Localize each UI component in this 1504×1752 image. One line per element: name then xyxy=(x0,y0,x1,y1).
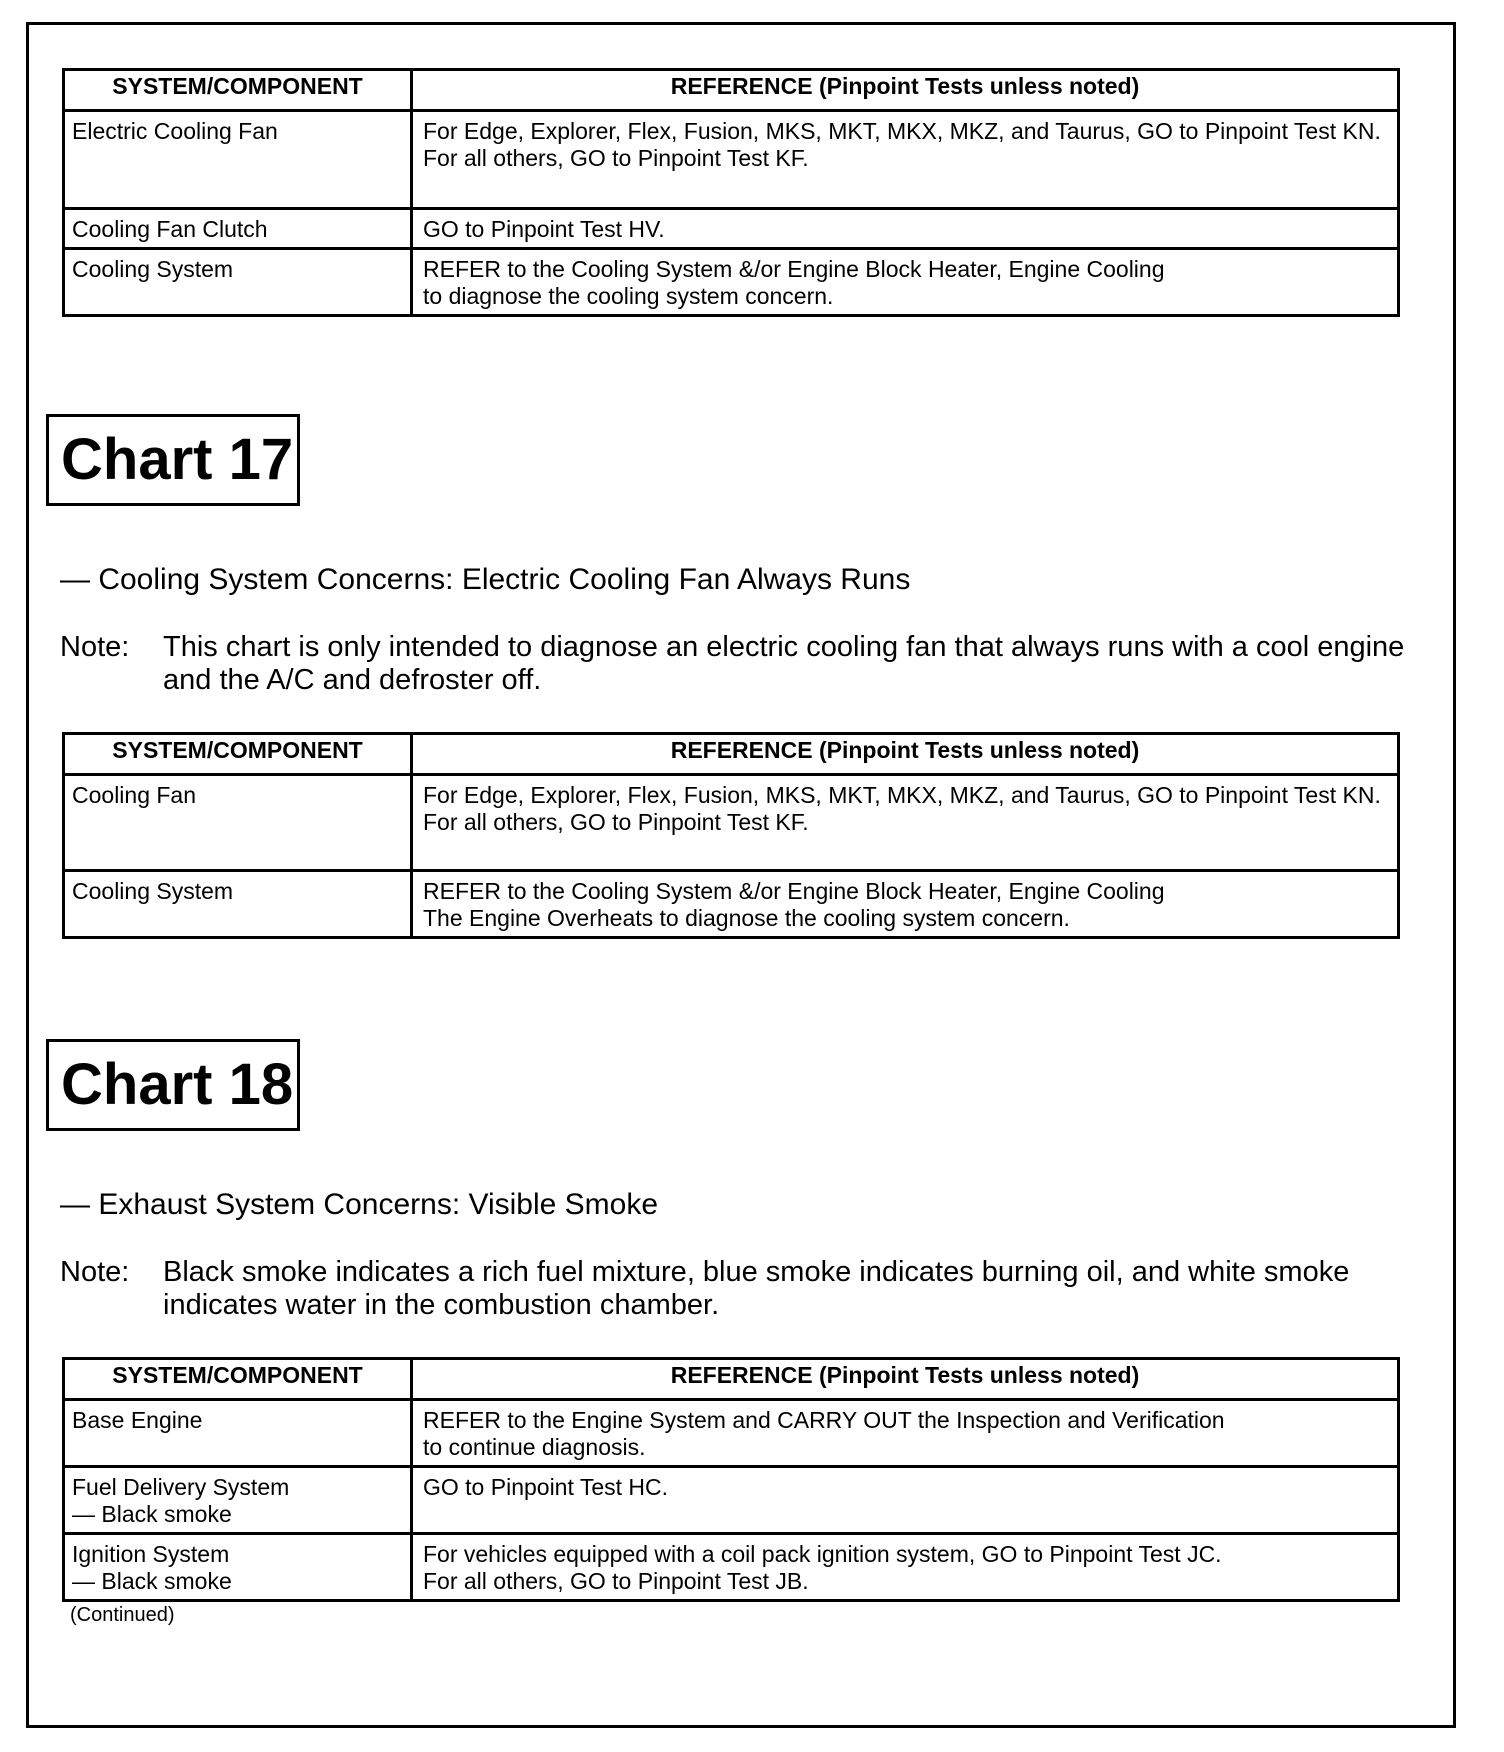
component-text: Cooling Fan Clutch xyxy=(72,216,268,242)
component-text: Electric Cooling Fan xyxy=(72,118,278,144)
note-text: Black smoke indicates a rich fuel mixture, blue smoke indicates burning oil, and white smoke indicates water in the combustion chamber. xyxy=(163,1256,1350,1321)
table-row xyxy=(64,111,1399,209)
reference-cell xyxy=(412,1534,1399,1601)
component-text: Ignition System xyxy=(72,1541,230,1567)
reference-text: For Edge, Explorer, Flex, Fusion, MKS, MKT, MKX, MKZ, and Taurus, GO to Pinpoint Test KN. xyxy=(423,782,1381,808)
header-reference: REFERENCE (Pinpoint Tests unless noted) xyxy=(412,734,1399,775)
reference-table-top xyxy=(62,68,1400,317)
header-system-component: SYSTEM/COMPONENT xyxy=(64,1359,412,1400)
reference-text: REFER to the Cooling System &/or Engine Block Heater, Engine Cooling xyxy=(423,256,1165,282)
reference-text: For vehicles equipped with a coil pack ignition system, GO to Pinpoint Test JC. xyxy=(423,1541,1222,1567)
reference-cell xyxy=(412,209,1399,249)
reference-text: For all others, GO to Pinpoint Test KF. xyxy=(423,809,809,835)
chart-18-title: Chart 18 xyxy=(46,1039,300,1131)
reference-text: REFER to the Cooling System &/or Engine Block Heater, Engine Cooling xyxy=(423,878,1165,904)
reference-text: GO to Pinpoint Test HC. xyxy=(423,1474,669,1500)
reference-table-chart-18 xyxy=(62,1357,1400,1602)
header-reference: REFERENCE (Pinpoint Tests unless noted) xyxy=(412,1359,1399,1400)
reference-cell xyxy=(412,871,1399,938)
chart-17-title: Chart 17 xyxy=(46,414,300,506)
component-cell xyxy=(64,1400,412,1467)
reference-cell xyxy=(412,1400,1399,1467)
reference-text: to diagnose the cooling system concern. xyxy=(423,283,834,309)
reference-text: REFER to the Engine System and CARRY OUT the Inspection and Verification xyxy=(423,1407,1225,1433)
reference-cell xyxy=(412,775,1399,871)
component-cell xyxy=(64,111,412,209)
component-cell xyxy=(64,1534,412,1601)
component-text: — Black smoke xyxy=(72,1501,232,1527)
component-text: Cooling System xyxy=(72,878,234,904)
header-system-component: SYSTEM/COMPONENT xyxy=(64,734,412,775)
component-text: Cooling Fan xyxy=(72,782,197,808)
table-row xyxy=(64,775,1399,871)
component-text: Base Engine xyxy=(72,1407,203,1433)
table-row xyxy=(64,1467,1399,1534)
table-row xyxy=(64,249,1399,316)
header-reference: REFERENCE (Pinpoint Tests unless noted) xyxy=(412,70,1399,111)
table-header-row xyxy=(64,734,1399,775)
component-text: — Black smoke xyxy=(72,1568,232,1594)
table-row xyxy=(64,1534,1399,1601)
note-label: Note: xyxy=(60,1256,130,1288)
reference-cell xyxy=(412,249,1399,316)
reference-text: For Edge, Explorer, Flex, Fusion, MKS, MKT, MKX, MKZ, and Taurus, GO to Pinpoint Test KN. xyxy=(423,118,1381,144)
reference-text: For all others, GO to Pinpoint Test JB. xyxy=(423,1568,809,1594)
chart-18-heading: — Exhaust System Concerns: Visible Smoke xyxy=(60,1188,659,1221)
table-header-row xyxy=(64,1359,1399,1400)
table-header-row xyxy=(64,70,1399,111)
table-row xyxy=(64,871,1399,938)
reference-text: to continue diagnosis. xyxy=(423,1434,646,1460)
reference-text: For all others, GO to Pinpoint Test KF. xyxy=(423,145,809,171)
component-text: Fuel Delivery System xyxy=(72,1474,290,1500)
component-cell xyxy=(64,249,412,316)
component-cell xyxy=(64,871,412,938)
note-text: This chart is only intended to diagnose an electric cooling fan that always runs with a cool engine and the A/C and defroster off. xyxy=(163,631,1405,696)
reference-text: GO to Pinpoint Test HV. xyxy=(423,216,665,242)
table-row xyxy=(64,1400,1399,1467)
component-cell xyxy=(64,1467,412,1534)
reference-cell xyxy=(412,1467,1399,1534)
header-system-component: SYSTEM/COMPONENT xyxy=(64,70,412,111)
reference-cell xyxy=(412,111,1399,209)
component-cell xyxy=(64,209,412,249)
table-row xyxy=(64,209,1399,249)
chart-17-heading: — Cooling System Concerns: Electric Cooling Fan Always Runs xyxy=(60,563,911,596)
component-text: Cooling System xyxy=(72,256,234,282)
continued-label: (Continued) xyxy=(70,1604,175,1626)
reference-text: The Engine Overheats to diagnose the cooling system concern. xyxy=(423,905,1070,931)
reference-table-chart-17 xyxy=(62,732,1400,939)
component-cell xyxy=(64,775,412,871)
note-label: Note: xyxy=(60,631,130,663)
